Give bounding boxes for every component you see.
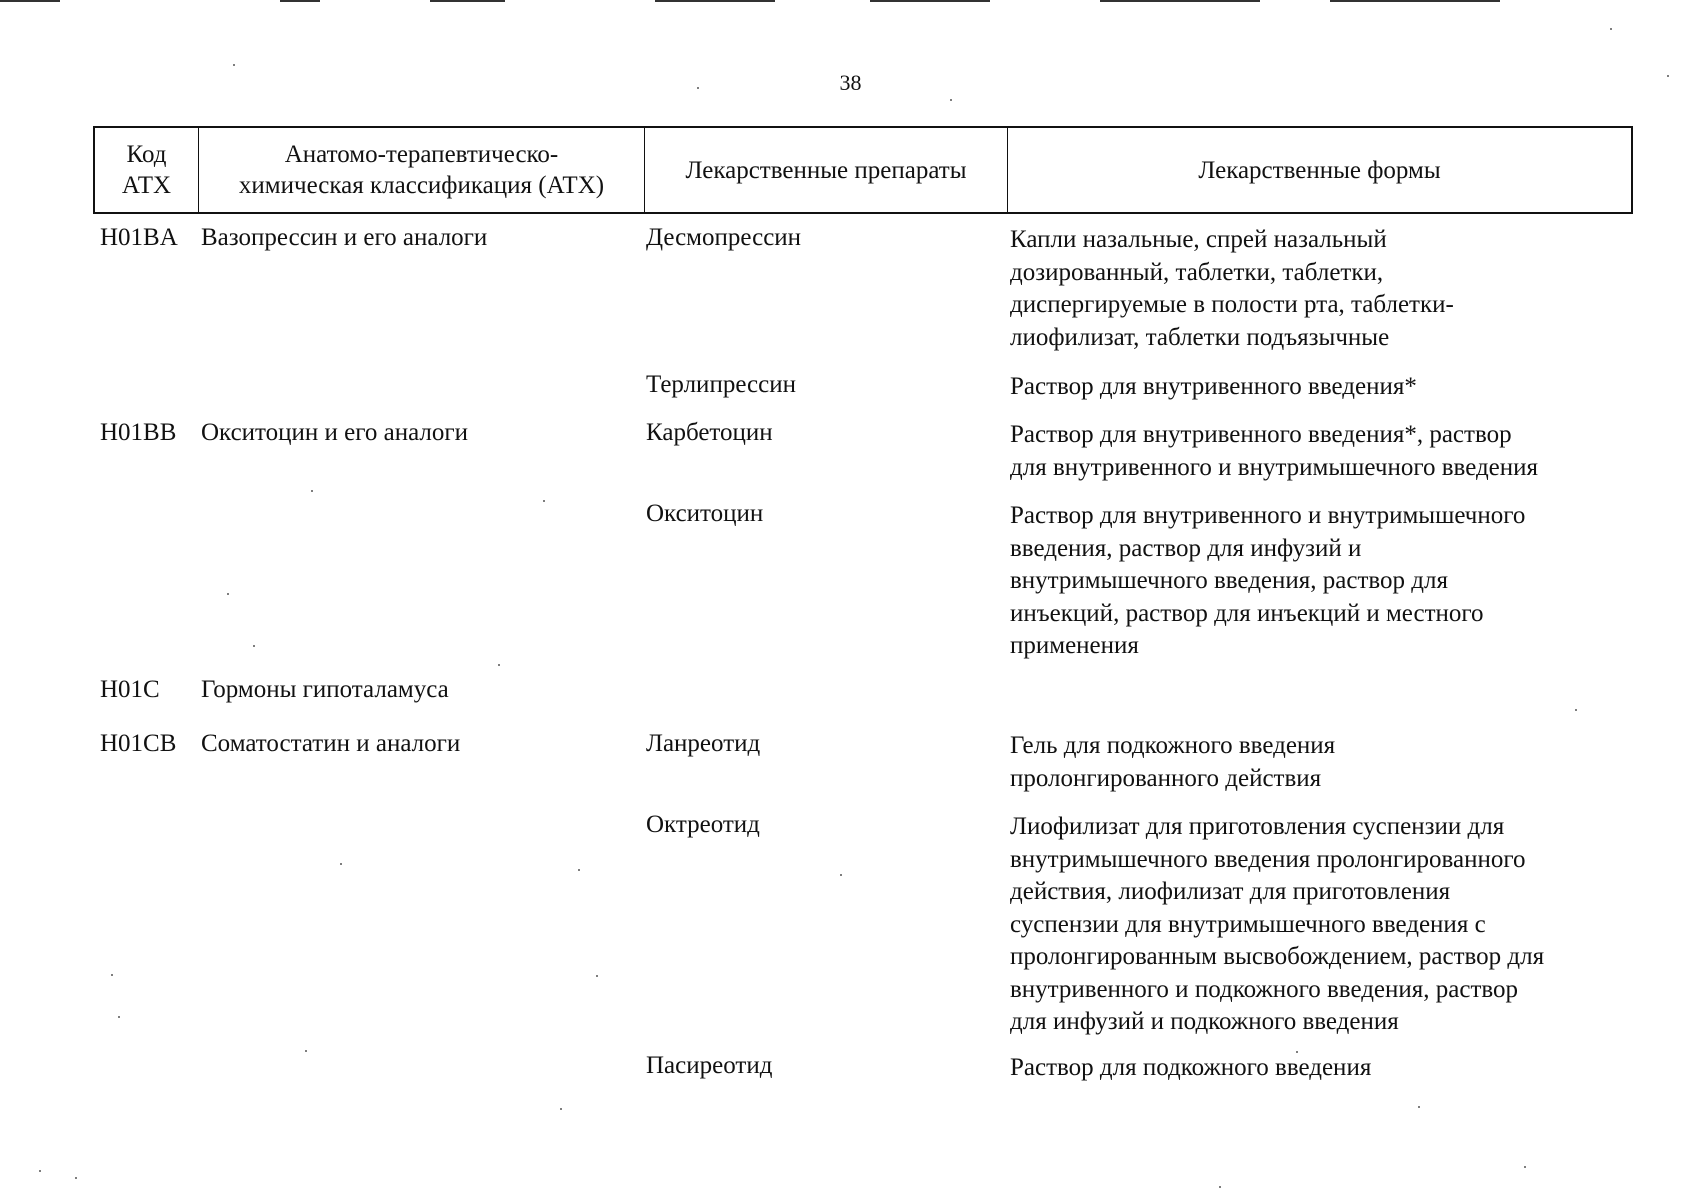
header-classification: [199, 128, 645, 212]
header-drugs-text: Лекарственные препараты: [685, 156, 967, 184]
row-forms: Раствор для подкожного введения: [1010, 1054, 1372, 1081]
header-drugs: [645, 128, 1008, 212]
header-forms: [1008, 128, 1631, 212]
row-forms: Капли назальные, спрей назальный дозированный, таблетки, таблетки, диспергируемые в полости рта, таблетки- лиофилизат, таблетки подъязычные: [1010, 226, 1454, 351]
scan-speck: [253, 645, 255, 647]
header-code: [95, 128, 199, 212]
scan-speck: [39, 1170, 41, 1172]
row-drug: Карбетоцин: [646, 419, 773, 446]
row-classification: Гормоны гипоталамуса: [201, 676, 449, 703]
row-drug: Ланреотид: [646, 730, 761, 757]
row-drug: Терлипрессин: [646, 371, 796, 398]
scan-speck: [498, 664, 500, 666]
scan-speck: [1524, 1166, 1526, 1168]
scan-speck: [1418, 1106, 1420, 1108]
scan-speck: [305, 1050, 307, 1052]
header-forms-text: Лекарственные формы: [1198, 156, 1441, 184]
scan-speck: [543, 500, 545, 502]
scan-speck: [340, 863, 342, 865]
scan-speck: [1575, 709, 1577, 711]
scan-speck: [1219, 1186, 1221, 1188]
scan-speck: [111, 974, 113, 976]
scan-speck: [1296, 1051, 1298, 1053]
row-forms: Раствор для внутривенного и внутримышечного введения, раствор для инфузий и внутримышечного введения, раствор для инъекций, раствор для инъекций и местного применения: [1010, 502, 1526, 659]
row-code: H01C: [100, 676, 160, 703]
scan-speck: [697, 87, 699, 89]
scan-speck: [233, 64, 235, 66]
row-classification: Соматостатин и аналоги: [201, 730, 461, 757]
page-number: 38: [839, 70, 862, 95]
row-drug: Октреотид: [646, 811, 760, 838]
row-forms: Раствор для внутривенного введения*, раствор для внутривенного и внутримышечного введения: [1010, 421, 1539, 481]
row-code: H01BA: [100, 224, 178, 251]
table-header: [93, 126, 1633, 214]
row-drug: Окситоцин: [646, 500, 764, 527]
row-classification: Вазопрессин и его аналоги: [201, 224, 488, 251]
scan-speck: [311, 490, 313, 492]
scan-speck: [75, 1177, 77, 1179]
row-forms: Лиофилизат для приготовления суспензии для внутримышечного введения пролонгированного действия, лиофилизат для приготовления суспензии для внутримышечного введения с пролонгированным высвобождением, раствор для внутривенного и подкожного введения, раствор для инфузий и подкожного введения: [1010, 813, 1545, 1035]
scan-speck: [227, 593, 229, 595]
row-drug: Десмопрессин: [646, 224, 802, 251]
scan-speck: [1667, 75, 1669, 77]
row-drug: Пасиреотид: [646, 1052, 773, 1079]
header-classification-text: Анатомо-терапевтическо- химическая классификация (АТХ): [238, 141, 605, 199]
row-classification: Окситоцин и его аналоги: [201, 419, 469, 446]
scan-speck: [596, 975, 598, 977]
scan-speck: [118, 1016, 120, 1018]
row-forms: Раствор для внутривенного введения*: [1010, 373, 1417, 400]
row-forms: Гель для подкожного введения пролонгированного действия: [1010, 732, 1336, 792]
scan-artifact-lines: [0, 0, 1701, 6]
scan-speck: [578, 869, 580, 871]
scan-speck: [950, 99, 952, 101]
row-code: H01CB: [100, 730, 177, 757]
row-code: H01BB: [100, 419, 177, 446]
header-code-text: Код АТХ: [121, 141, 172, 199]
scan-speck: [1610, 28, 1612, 30]
scan-speck: [560, 1108, 562, 1110]
scan-speck: [840, 874, 842, 876]
